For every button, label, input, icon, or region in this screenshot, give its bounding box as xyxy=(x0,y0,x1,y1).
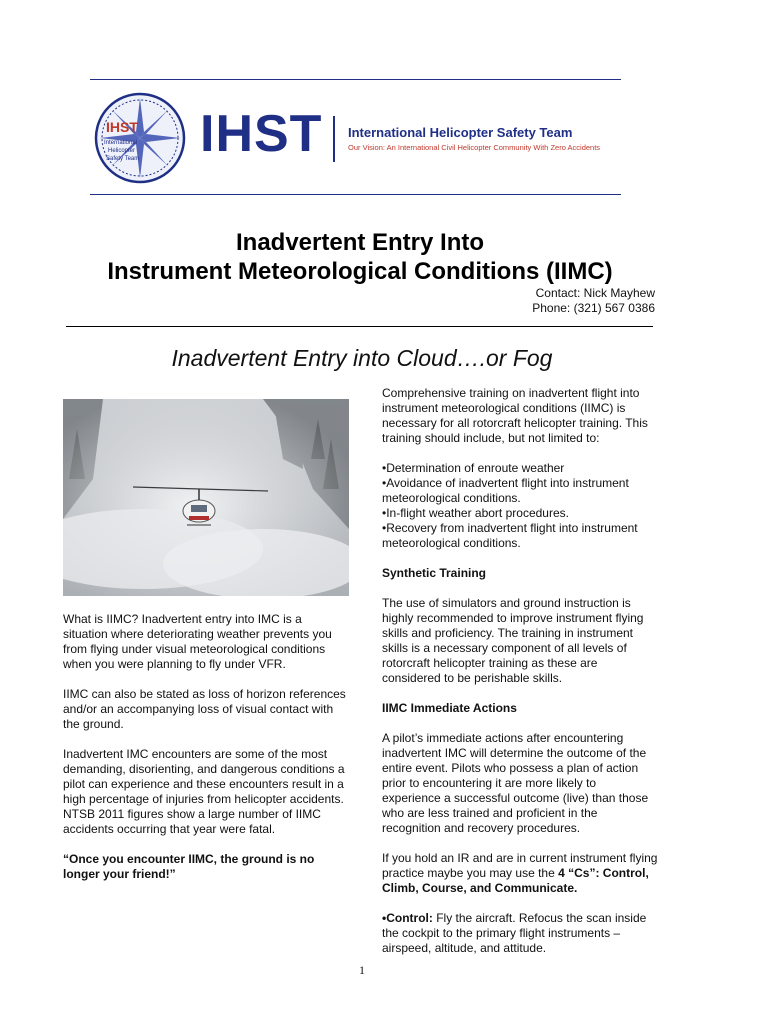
bullet-item: •Recovery from inadvertent flight into instrument meteorological conditions. xyxy=(382,521,638,550)
four-cs-bold: 4 “Cs”: Control, Climb, Course, and Communicate. xyxy=(382,866,649,895)
org-name: International Helicopter Safety Team xyxy=(348,125,573,140)
emblem-ihst-text: IHST xyxy=(106,119,138,135)
document-title-line-1: Inadvertent Entry Into xyxy=(235,229,485,256)
ihst-wordmark: IHST xyxy=(200,105,323,163)
left-para-loss-of-horizon: IIMC can also be stated as loss of horizon references and/or an accompanying loss of visual contact with the ground. xyxy=(63,687,346,731)
synthetic-body: The use of simulators and ground instruction is highly recommended to improve instrument flying skills and proficiency. The training in instrument skills is a necessary component of all levels of rotorcraft helicopter training as these are considered to be perishable skills. xyxy=(382,596,644,685)
left-column xyxy=(63,612,348,897)
emblem-line-3: Safety Team xyxy=(106,156,140,162)
bullet-item: •In-flight weather abort procedures. xyxy=(382,506,569,520)
emblem-line-2: Helicopter xyxy=(108,148,136,154)
bullet-item: •Determination of enroute weather xyxy=(382,461,565,475)
header-top-rule xyxy=(90,79,621,80)
four-cs-intro: If you hold an IR and are in current instrument flying practice maybe you may use the xyxy=(382,851,658,880)
section-subtitle: Inadvertent Entry into Cloud….or Fog xyxy=(171,345,553,371)
contact-name: Contact: Nick Mayhew xyxy=(535,286,655,300)
actions-body: A pilot’s immediate actions after encountering inadvertent IMC will determine the outcome of the entire event. Pilots who possess a plan of action prior to encountering it are more likely to experience a successful outcome (live) than those who are less trained and proficient in the recognition and recovery procedures. xyxy=(382,731,649,835)
control-label: •Control: xyxy=(382,911,433,925)
right-intro: Comprehensive training on inadvertent flight into instrument meteorological conditions (IIMC) is necessary for all rotorcraft helicopter training. This training should include, but not limited to: xyxy=(382,386,648,445)
control-text: Fly the aircraft. Refocus the scan inside the cockpit to the primary flight instruments – airspeed, altitude, and attitude. xyxy=(382,911,647,955)
heading-synthetic-training: Synthetic Training xyxy=(382,566,487,580)
left-para-what-is-iimc: What is IIMC? Inadvertent entry into IMC is a situation where deteriorating weather prevents you from flying under visual meteorological conditions when you were planning to fly under VFR. xyxy=(63,612,332,671)
page-number: 1 xyxy=(359,963,365,977)
control-paragraph xyxy=(382,911,658,956)
contact-phone: Phone: (321) 567 0386 xyxy=(532,301,655,315)
document-title-line-2: Instrument Meteorological Conditions (IIMC) xyxy=(107,258,613,285)
helicopter-in-fog-photo xyxy=(63,399,349,596)
right-bullet-list xyxy=(382,461,658,551)
emblem-line-1: International xyxy=(104,140,138,146)
right-column xyxy=(382,386,658,971)
four-cs-paragraph xyxy=(382,851,658,896)
header-bottom-rule xyxy=(90,194,621,195)
left-quote: “Once you encounter IIMC, the ground is no longer your friend!” xyxy=(63,852,315,881)
ihst-compass-emblem-icon xyxy=(94,92,186,184)
org-vision: Our Vision: An International Civil Helicopter Community With Zero Accidents xyxy=(348,143,601,152)
heading-immediate-actions: IIMC Immediate Actions xyxy=(382,701,517,715)
left-para-encounters: Inadvertent IMC encounters are some of the most demanding, disorienting, and dangerous conditions a pilot can experience and these encounters result in a high percentage of injuries from helicopter accidents. NTSB 2011 figures show a large number of IIMC accidents occurring that year were fatal. xyxy=(63,747,345,836)
logo-divider xyxy=(333,116,335,162)
section-separator xyxy=(66,326,653,327)
bullet-item: •Avoidance of inadvertent flight into instrument meteorological conditions. xyxy=(382,476,629,505)
ihst-logo-banner xyxy=(90,86,620,190)
